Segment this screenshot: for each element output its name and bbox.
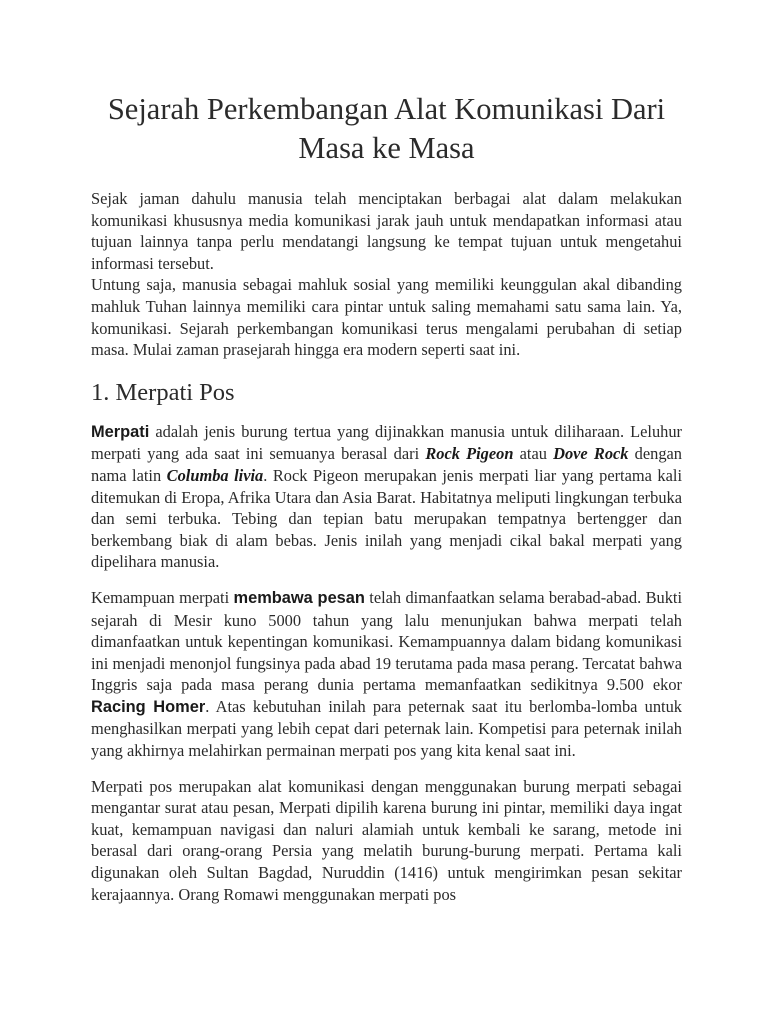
paragraph-text: Kemampuan merpati [91, 587, 234, 607]
intro-paragraph-1: Sejak jaman dahulu manusia telah menciptakan berbagai alat dalam melakukan komunikasi khususnya media komunikasi jarak jauh untuk mendapatkan informasi atau tujuan lainnya tanpa perlu mendatangi langsung ke tempat tujuan untuk mengetahui informasi tersebut. [91, 189, 682, 273]
paragraph-text: dengan nama latin [91, 444, 682, 485]
paragraph-text: . Atas kebutuhan inilah para peternak saat itu berlomba-lomba untuk menghasilkan merpati yang lebih cepat dari peternak lain. Kompetisi para peternak inilah yang akhirnya melahirkan permainan merpati pos yang kita kenal saat ini. [91, 696, 682, 761]
document-title-line-2: Masa ke Masa [298, 131, 475, 165]
term-racing-homer: Racing Homer [91, 697, 206, 716]
section-heading-merpati-pos: 1. Merpati Pos [91, 378, 235, 406]
paragraph-text: adalah jenis burung tertua yang dijinakkan manusia untuk diliharaan. Leluhur merpati yang ada saat ini semuanya berasal dari [91, 421, 682, 464]
document-title-line-1: Sejarah Perkembangan Alat Komunikasi Dari [107, 92, 666, 126]
term-merpati: Merpati [91, 422, 150, 441]
document-title [91, 90, 682, 168]
term-columba-livia: Columba livia [166, 465, 264, 485]
merpati-paragraph-1 [91, 421, 682, 573]
paragraph-text: . Rock Pigeon merupakan jenis merpati liar yang pertama kali ditemukan di Eropa, Afrika Utara dan Asia Barat. Habitatnya meliputi lingkungan terbuka dan semi terbuka. Tebing dan tepian batu merupakan tempatnya bertengger dan berkembang biak di alam bebas. Jenis inilah yang menjadi cikal bakal merpati yang dipelihara manusia. [91, 465, 682, 572]
merpati-paragraph-3: Merpati pos merupakan alat komunikasi dengan menggunakan burung merpati sebagai mengantar surat atau pesan, Merpati dipilih karena burung ini pintar, memiliki daya ingat kuat, kemampuan navigasi dan naluri alamiah untuk kembali ke sarang, metode ini berasal dari orang-orang Persia yang melatih burung-burung merpati. Pertama kali digunakan oleh Sultan Bagdad, Nuruddin (1416) untuk mengirimkan pesan sekitar kerajaannya. Orang Romawi menggunakan merpati pos [91, 776, 682, 904]
paragraph-text: telah dimanfaatkan selama berabad-abad. Bukti sejarah di Mesir kuno 5000 tahun yang lalu menunjukan bahwa merpati telah dimanfaatkan untuk kepentingan komunikasi. Kemampuannya dalam bidang komunikasi ini menjadi menonjol fungsinya pada abad 19 terutama pada masa perang. Tercatat bahwa Inggris saja pada masa perang dunia pertama memanfaatkan sedikitnya 9.500 ekor [91, 587, 682, 695]
merpati-paragraph-2 [91, 587, 682, 762]
term-membawa-pesan: membawa pesan [233, 588, 365, 607]
term-rock-pigeon: Rock Pigeon [425, 444, 514, 464]
term-dove-rock: Dove Rock [553, 444, 629, 464]
intro-paragraph-2: Untung saja, manusia sebagai mahluk sosial yang memiliki keunggulan akal dibanding mahluk Tuhan lainnya memiliki cara pintar untuk saling memahami satu sama lain. Ya, komunikasi. Sejarah perkembangan komunikasi terus mengalami perubahan di setiap masa. Mulai zaman prasejarah hingga era modern seperti saat ini. [91, 275, 682, 360]
paragraph-text: atau [513, 444, 554, 464]
